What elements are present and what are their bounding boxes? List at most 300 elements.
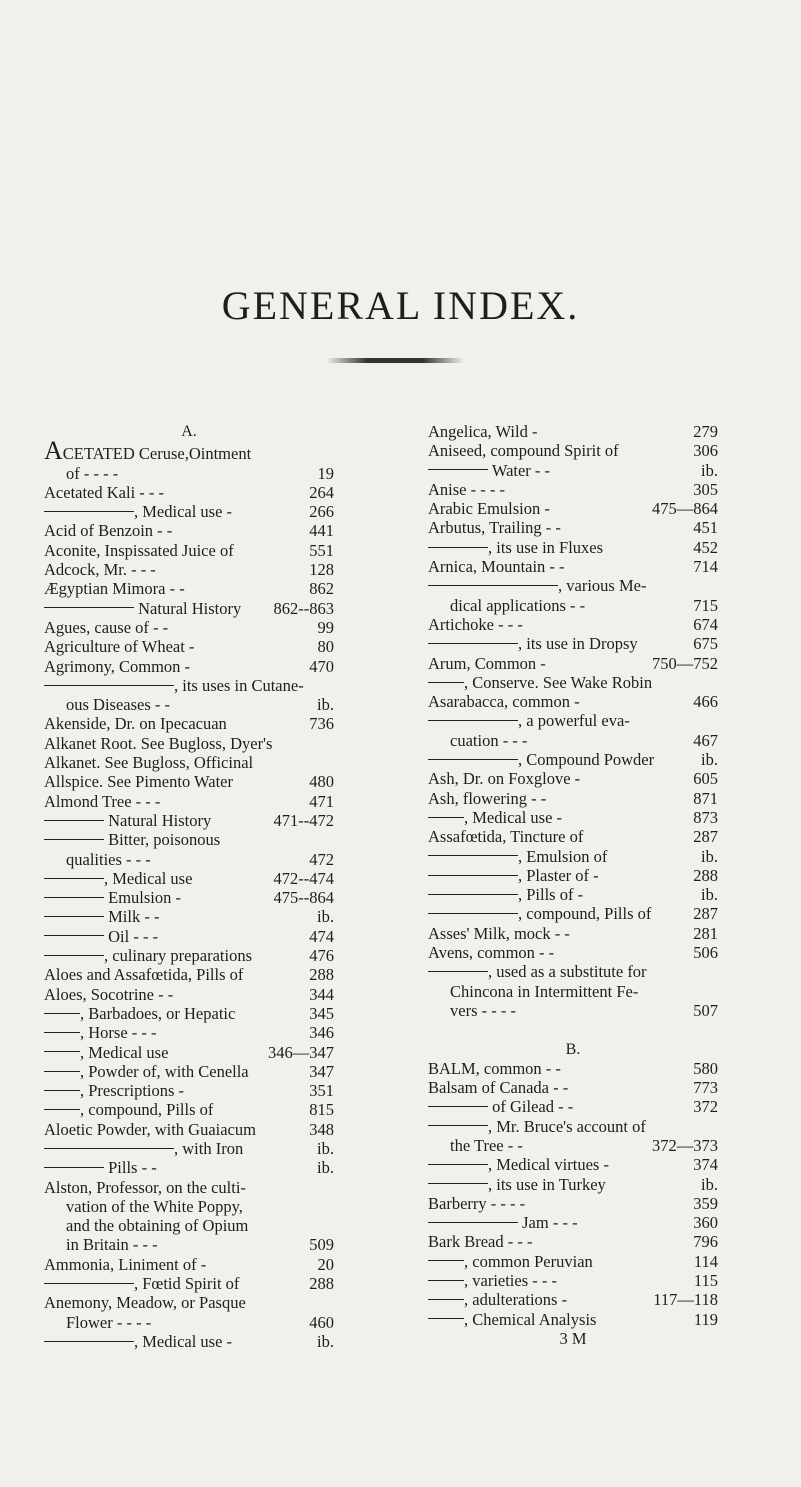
ditto-dash <box>428 1164 488 1165</box>
entry-text: Agues, cause of - - <box>44 617 169 637</box>
entry-page-number: ib. <box>701 885 718 905</box>
entry-text-wrap <box>44 1139 243 1158</box>
index-entry <box>44 1023 334 1042</box>
ditto-dash <box>428 1183 488 1184</box>
entry-text: Milk - - <box>104 907 160 927</box>
entry-page-number: 472--474 <box>273 868 334 888</box>
entry-text: Ægyptian Mimora - - <box>44 579 185 599</box>
entry-page-number: 605 <box>693 769 718 789</box>
entry-text: Arnica, Mountain - - <box>428 557 565 577</box>
index-entry <box>44 579 334 598</box>
entry-text-wrap <box>428 654 546 673</box>
index-entry <box>428 1097 718 1116</box>
entry-page-number: 117—118 <box>653 1290 718 1310</box>
index-entry <box>428 1155 718 1174</box>
entry-text-wrap <box>44 869 192 888</box>
entry-page-number <box>330 734 334 753</box>
signature-mark: 3 M <box>559 1328 587 1348</box>
entry-text-wrap <box>428 827 583 846</box>
entry-text-wrap <box>428 576 646 595</box>
entry-page-number: ib. <box>701 460 718 480</box>
entry-page-number: 476 <box>309 946 334 966</box>
index-entry <box>44 560 334 579</box>
index-entry <box>428 441 718 460</box>
entry-text-wrap <box>44 734 272 753</box>
entry-page-number <box>714 962 718 981</box>
entry-page-number: 99 <box>317 617 334 637</box>
entry-text-wrap <box>428 904 651 923</box>
entry-text: Anemony, Meadow, or Pasque <box>44 1293 246 1313</box>
index-entry <box>428 1059 718 1078</box>
entry-text-wrap <box>44 1100 213 1119</box>
entry-page-number: 467 <box>693 730 718 750</box>
index-entry <box>428 692 718 711</box>
entry-page-number <box>330 441 334 463</box>
entry-text-wrap <box>428 1155 609 1174</box>
ditto-dash <box>428 971 488 972</box>
entry-text: Jam - - - <box>518 1213 578 1233</box>
index-entry <box>428 1194 718 1213</box>
ditto-dash <box>428 1280 464 1281</box>
entry-page-number: 306 <box>693 441 718 461</box>
index-entry <box>44 1004 334 1023</box>
entry-page-number: 288 <box>693 865 718 885</box>
ditto-dash <box>428 585 558 586</box>
index-entry <box>428 1213 718 1232</box>
entry-text: , Medical use <box>80 1042 169 1062</box>
entry-text-wrap <box>44 541 234 560</box>
entry-text: Aloes and Assafœtida, Pills of <box>44 965 244 985</box>
ditto-dash <box>44 685 174 686</box>
entry-text-wrap <box>428 711 630 730</box>
entry-page-number: ib. <box>317 907 334 927</box>
entry-text-wrap <box>428 1194 525 1213</box>
entry-page-number: 347 <box>309 1061 334 1081</box>
entry-text-wrap <box>44 1062 249 1081</box>
entry-text: CETATED Ceruse,Ointment <box>62 444 252 464</box>
page-title: GENERAL INDEX. <box>221 283 580 328</box>
entry-page-number: 460 <box>309 1312 334 1332</box>
index-entry <box>44 1293 334 1312</box>
entry-text: Ash, Dr. on Foxglove - <box>428 769 581 789</box>
index-entry <box>428 750 718 769</box>
entry-text: , Prescriptions - <box>80 1081 185 1101</box>
entry-page-number: 359 <box>693 1193 718 1213</box>
index-entry <box>44 521 334 540</box>
index-entry <box>44 1313 334 1332</box>
index-entry <box>428 1271 718 1290</box>
entry-text: Barberry - - - - <box>428 1193 526 1213</box>
entry-page-number: 374 <box>693 1155 718 1175</box>
entry-text: Aconite, Inspissated Juice of <box>44 540 234 560</box>
entry-text: Avens, common - - <box>428 943 555 963</box>
entry-page-number: 287 <box>693 827 718 847</box>
entry-page-number <box>714 982 718 1001</box>
entry-page-number: 115 <box>693 1271 718 1291</box>
entry-page-number: 346 <box>309 1023 334 1043</box>
entry-text: Acid of Benzoin - - <box>44 521 173 541</box>
entry-page-number: 480 <box>309 772 334 792</box>
index-entry <box>428 538 718 557</box>
entry-text-wrap <box>44 483 164 502</box>
entry-page-number: 471 <box>309 791 334 811</box>
entry-text: Aloes, Socotrine - - <box>44 984 174 1004</box>
entry-page-number <box>330 1178 334 1197</box>
ditto-dash <box>44 1109 80 1110</box>
entry-page-number: 580 <box>693 1058 718 1078</box>
ditto-dash <box>428 682 464 683</box>
index-entry <box>44 811 334 830</box>
entry-text-wrap <box>450 731 527 750</box>
entry-text-wrap <box>44 436 252 466</box>
entry-text-wrap <box>44 811 211 830</box>
entry-page-number: 796 <box>693 1232 718 1252</box>
entry-text: , Plaster of - <box>518 865 599 885</box>
ditto-dash <box>44 1341 134 1342</box>
entry-page-number: 871 <box>693 788 718 808</box>
entry-text: Arabic Emulsion - <box>428 499 550 519</box>
index-entry <box>44 1043 334 1062</box>
entry-text: , its uses in Cutane- <box>174 675 304 695</box>
entry-text: Akenside, Dr. on Ipecacuan <box>44 714 227 734</box>
entry-page-number: 472 <box>309 849 334 869</box>
entry-text: Almond Tree - - - <box>44 791 161 811</box>
entry-text-wrap <box>450 1136 523 1155</box>
index-entry <box>44 1255 334 1274</box>
entry-page-number: 452 <box>693 537 718 557</box>
index-entry <box>44 1332 334 1351</box>
entry-page-number: 266 <box>309 502 334 522</box>
entry-text: Anise - - - - <box>428 479 505 499</box>
entry-text: , culinary preparations <box>104 946 252 966</box>
entry-text-wrap <box>428 1213 578 1232</box>
index-entry <box>44 483 334 502</box>
entry-page-number <box>714 1117 718 1136</box>
entry-text-wrap <box>428 1175 606 1194</box>
entry-text-wrap <box>428 1097 573 1116</box>
entry-page-number: 675 <box>693 634 718 654</box>
entry-page-number: 305 <box>693 479 718 499</box>
index-column-right <box>428 422 718 1348</box>
entry-text: of Gilead - - <box>488 1097 574 1117</box>
entry-page-number: 441 <box>309 521 334 541</box>
index-entry <box>428 808 718 827</box>
entry-text-wrap <box>66 850 151 869</box>
entry-page-number: 114 <box>693 1251 718 1271</box>
entry-text: , compound, Pills of <box>80 1100 214 1120</box>
entry-text: Bark Bread - - - <box>428 1232 533 1252</box>
entry-text-wrap <box>450 982 638 1001</box>
ditto-dash <box>44 511 134 512</box>
entry-text: Alston, Professor, on the culti- <box>44 1177 246 1197</box>
entry-text: Asses' Milk, mock - - <box>428 923 570 943</box>
entry-text-wrap <box>44 657 190 676</box>
entry-page-number: ib. <box>317 1158 334 1178</box>
entry-text-wrap <box>66 1235 158 1254</box>
entry-page-number: 80 <box>317 637 334 657</box>
entry-text-wrap <box>44 830 220 849</box>
ditto-dash <box>428 855 518 856</box>
entry-page-number: 288 <box>309 965 334 985</box>
entry-page-number <box>714 673 718 692</box>
entry-text-wrap <box>44 1255 206 1274</box>
entry-text: , used as a substitute for <box>488 962 647 982</box>
index-entry <box>44 1216 334 1235</box>
entry-page-number: 862--863 <box>273 598 334 618</box>
entry-text-wrap <box>428 499 550 518</box>
index-entry <box>44 850 334 869</box>
index-entry <box>428 962 718 981</box>
ditto-dash <box>428 894 518 895</box>
entry-page-number: 773 <box>693 1078 718 1098</box>
ditto-dash <box>44 916 104 917</box>
index-entry <box>44 618 334 637</box>
entry-text: , Chemical Analysis <box>464 1309 597 1329</box>
entry-page-number: 507 <box>693 1000 718 1020</box>
entry-page-number: 287 <box>693 904 718 924</box>
entry-page-number <box>330 676 334 695</box>
entry-page-number: 372—373 <box>652 1135 718 1155</box>
entry-text-wrap <box>428 789 546 808</box>
entry-text-wrap <box>44 888 181 907</box>
entry-text: BALM, common - - <box>428 1058 561 1078</box>
index-entry <box>44 1081 334 1100</box>
entry-text: , compound, Pills of <box>518 904 652 924</box>
entry-page-number: 466 <box>693 692 718 712</box>
entry-text: Alkanet Root. See Bugloss, Dyer's <box>44 733 273 753</box>
entry-text-wrap <box>428 634 638 653</box>
ditto-dash <box>44 1148 174 1149</box>
index-entry <box>428 847 718 866</box>
entry-page-number: 348 <box>309 1119 334 1139</box>
index-entry <box>428 596 718 615</box>
entry-text-wrap <box>428 441 619 460</box>
index-entry <box>44 869 334 888</box>
entry-page-number: 509 <box>309 1235 334 1255</box>
index-entry <box>428 924 718 943</box>
ditto-dash <box>428 1299 464 1300</box>
entry-text: , common Peruvian <box>464 1251 593 1271</box>
entry-text: Aloetic Powder, with Guaiacum <box>44 1119 256 1139</box>
ditto-dash <box>428 1125 488 1126</box>
entry-page-number: 264 <box>309 482 334 502</box>
entry-page-number: 715 <box>693 595 718 615</box>
ditto-dash <box>44 839 104 840</box>
entry-text-wrap <box>44 1120 256 1139</box>
entry-text-wrap <box>44 927 158 946</box>
index-entry <box>428 480 718 499</box>
entry-page-number: 345 <box>309 1003 334 1023</box>
entry-page-number <box>330 753 334 772</box>
index-entry <box>44 985 334 1004</box>
ditto-dash <box>44 1013 80 1014</box>
ditto-dash <box>428 1222 518 1223</box>
ditto-dash <box>428 469 488 470</box>
entry-page-number: 815 <box>309 1100 334 1120</box>
entry-text: Aniseed, compound Spirit of <box>428 441 619 461</box>
entry-page-number: ib. <box>317 1138 334 1158</box>
entry-text-wrap <box>44 1178 246 1197</box>
index-entry <box>428 885 718 904</box>
entry-text-wrap <box>66 1216 248 1235</box>
entry-page-number: ib. <box>701 750 718 770</box>
ditto-dash <box>44 1167 104 1168</box>
ditto-dash <box>428 643 518 644</box>
entry-page-number: 475—864 <box>652 499 718 519</box>
entry-text-wrap <box>44 502 232 521</box>
entry-text-wrap <box>44 618 168 637</box>
entry-text-wrap <box>428 808 562 827</box>
index-entry <box>44 1100 334 1119</box>
entry-page-number: 281 <box>693 923 718 943</box>
entry-text: the Tree - - <box>450 1135 523 1155</box>
entry-text-wrap <box>428 422 537 441</box>
index-entry <box>44 637 334 656</box>
entry-text: , Pills of - <box>518 885 584 905</box>
entry-page-number <box>714 711 718 730</box>
index-entry <box>44 888 334 907</box>
entry-text-wrap <box>44 907 159 926</box>
entry-text: , a powerful eva- <box>518 711 630 731</box>
ditto-dash <box>428 1318 464 1319</box>
entry-text-wrap <box>428 769 580 788</box>
index-entry <box>44 676 334 695</box>
entry-text: , Fœtid Spirit of <box>134 1274 240 1294</box>
entry-text: , Medical use - <box>134 1331 233 1351</box>
ditto-dash <box>44 1283 134 1284</box>
entry-text: in Britain - - - <box>66 1235 158 1255</box>
entry-text-wrap <box>44 792 160 811</box>
entry-text: Bitter, poisonous <box>104 830 221 850</box>
entry-text-wrap <box>44 753 253 772</box>
index-entry <box>428 827 718 846</box>
index-entry <box>44 830 334 849</box>
ditto-dash <box>44 820 104 821</box>
ditto-dash <box>428 1260 464 1261</box>
entry-page-number: 470 <box>309 656 334 676</box>
entry-page-number: ib. <box>701 1174 718 1194</box>
entry-text-wrap <box>428 1232 532 1251</box>
entry-page-number: 20 <box>317 1254 334 1274</box>
index-entry <box>428 1290 718 1309</box>
index-entry <box>428 576 718 595</box>
entry-text-wrap <box>44 772 233 791</box>
entry-text-wrap <box>44 965 243 984</box>
entry-page-number: 506 <box>693 943 718 963</box>
entry-text: , its use in Turkey <box>488 1174 606 1194</box>
ditto-dash <box>428 875 518 876</box>
index-entry <box>44 792 334 811</box>
ditto-dash <box>428 913 518 914</box>
ditto-dash <box>44 1071 80 1072</box>
entry-page-number: 346—347 <box>268 1042 334 1062</box>
entry-text: Allspice. See Pimento Water <box>44 772 233 792</box>
index-entry <box>428 1175 718 1194</box>
index-entry <box>44 734 334 753</box>
entry-text: , Mr. Bruce's account of <box>488 1116 646 1136</box>
index-entry <box>428 654 718 673</box>
ditto-dash <box>44 1090 80 1091</box>
ditto-dash <box>44 607 134 608</box>
index-entry <box>428 789 718 808</box>
entry-text-wrap <box>44 1332 232 1351</box>
entry-text: Adcock, Mr. - - - <box>44 560 156 580</box>
entry-text: Acetated Kali - - - <box>44 482 165 502</box>
entry-page-number: 351 <box>309 1081 334 1101</box>
entry-text: Natural History <box>134 598 242 618</box>
index-entry <box>44 1158 334 1177</box>
entry-text-wrap <box>44 985 173 1004</box>
entry-text: Ash, flowering - - <box>428 788 547 808</box>
index-entry <box>428 518 718 537</box>
entry-page-number <box>330 1216 334 1235</box>
entry-text: , with Iron <box>174 1138 244 1158</box>
index-entry <box>44 1120 334 1139</box>
index-entry <box>428 499 718 518</box>
entry-text: of - - - - <box>66 463 119 483</box>
entry-page-number: ib. <box>317 1331 334 1351</box>
index-entry <box>428 1252 718 1271</box>
entry-text-wrap <box>44 1043 168 1062</box>
entry-text-wrap <box>66 464 118 483</box>
index-entry <box>44 965 334 984</box>
entry-page-number: 288 <box>309 1274 334 1294</box>
entry-page-number: 128 <box>309 560 334 580</box>
entry-page-number: 279 <box>693 422 718 441</box>
entry-text: Arum, Common - <box>428 653 546 673</box>
index-entry <box>428 634 718 653</box>
entry-text-wrap <box>450 596 585 615</box>
entry-page-number: 750—752 <box>652 653 718 673</box>
entry-text: dical applications - - <box>450 595 586 615</box>
entry-text-wrap <box>428 1290 567 1309</box>
index-entry <box>44 907 334 926</box>
entry-text-wrap <box>44 946 252 965</box>
entry-text-wrap <box>428 943 554 962</box>
index-entry <box>44 927 334 946</box>
entry-text: Agriculture of Wheat - <box>44 637 195 657</box>
entry-page-number <box>714 576 718 595</box>
entry-text-wrap <box>66 695 170 714</box>
entry-page-number: 471--472 <box>273 810 334 830</box>
index-column-left <box>44 422 334 1351</box>
entry-page-number: 344 <box>309 984 334 1004</box>
ditto-dash <box>428 547 488 548</box>
entry-text-wrap <box>428 1059 561 1078</box>
index-entry <box>44 464 334 483</box>
entry-page-number: ib. <box>317 695 334 715</box>
entry-text: Water - - <box>488 460 551 480</box>
ditto-dash <box>428 759 518 760</box>
entry-text: and the obtaining of Opium <box>66 1216 249 1236</box>
index-entry <box>44 502 334 521</box>
entry-page-number: 862 <box>309 579 334 599</box>
entry-page-number: ib. <box>701 846 718 866</box>
index-entry <box>44 1139 334 1158</box>
entry-page-number <box>330 830 334 849</box>
entry-text-wrap <box>428 1252 593 1271</box>
entry-text-wrap <box>44 1023 157 1042</box>
index-entry <box>44 1197 334 1216</box>
entry-text: , Emulsion of <box>518 846 608 866</box>
entry-text: ous Diseases - - <box>66 695 171 715</box>
index-entry <box>428 866 718 885</box>
entry-text: Asarabacca, common - <box>428 692 580 712</box>
entry-page-number: 19 <box>317 463 334 483</box>
entry-page-number: 873 <box>693 807 718 827</box>
entry-text: , Medical use - <box>464 807 563 827</box>
ditto-dash <box>44 1032 80 1033</box>
